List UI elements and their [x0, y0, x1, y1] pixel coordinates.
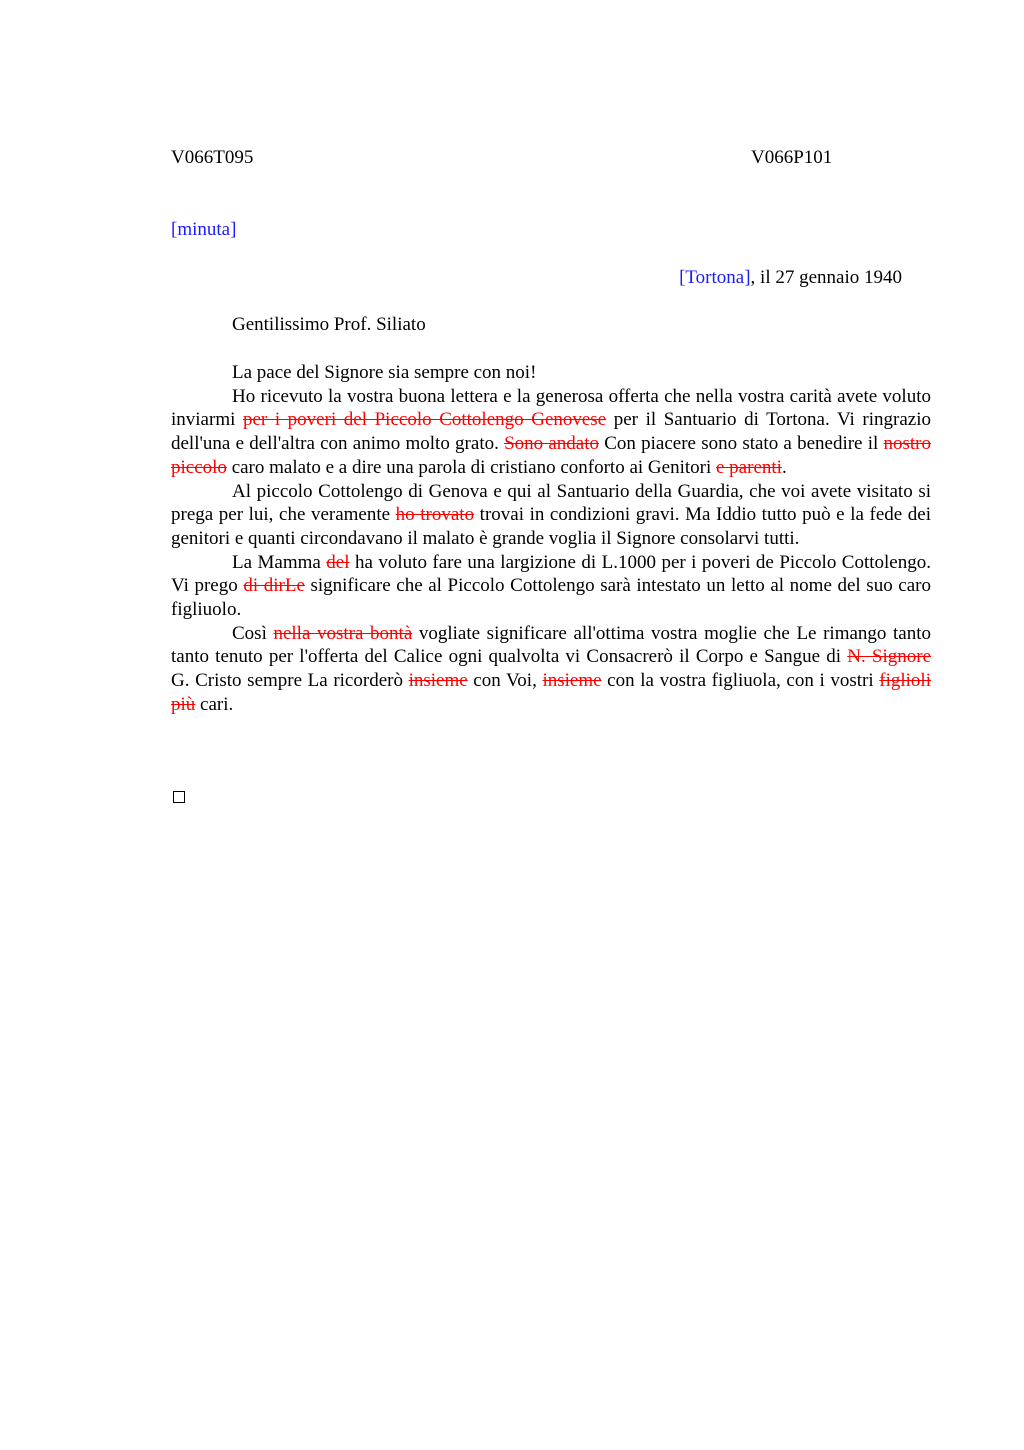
- header-right-code: V066P101: [751, 147, 833, 168]
- text-run: trovai in condizioni gravi. Ma Iddio tutto può e la fede dei genitori e quanti circondavano il malato è grande voglia il Signore consolarvi tutti.: [171, 504, 931, 549]
- text-run: caro malato e a dire una parola di cristiano conforto ai Genitori: [226, 456, 716, 478]
- text-run: .: [781, 456, 787, 478]
- deleted-text: insieme: [408, 670, 468, 692]
- header-left-code: V066T095: [171, 147, 254, 168]
- deleted-text: Sono andato: [504, 433, 600, 455]
- draft-label: [minuta]: [171, 219, 237, 240]
- text-run: con Voi,: [467, 670, 543, 692]
- letter-body: [171, 361, 931, 717]
- dateline: [679, 266, 902, 290]
- paragraph-2: [171, 385, 931, 480]
- text-run: per il Santuario di Tortona. Vi ringrazio dell'una e dell'altra con animo molto grato.: [171, 409, 931, 455]
- text-run: significare che al Piccolo Cottolengo sarà intestato un letto al nome del suo caro figliuolo.: [171, 575, 931, 621]
- text-run: cari.: [195, 693, 234, 715]
- text-run: La Mamma: [232, 551, 327, 573]
- text-run: Al piccolo Cottolengo di Genova e qui al Santuario della Guardia, che voi avete visitato si prega per lui, che veramente: [171, 480, 931, 526]
- deleted-text: di dirLe: [243, 575, 305, 597]
- deleted-text: del: [326, 551, 350, 573]
- deleted-text: figlioli più: [171, 670, 931, 715]
- text-run: Così: [232, 622, 274, 644]
- deleted-text: nostro piccolo: [171, 433, 931, 478]
- deleted-text: e parenti: [716, 456, 782, 478]
- deleted-text: nella vostra bontà: [273, 622, 413, 644]
- dateline-date: , il 27 gennaio 1940: [750, 267, 902, 288]
- text-run: Ho ricevuto la vostra buona lettera e la generosa offerta che nella vostra carità avete voluto inviarmi: [171, 385, 931, 431]
- dateline-place: [Tortona]: [679, 267, 751, 288]
- deleted-text: insieme: [542, 670, 602, 692]
- square-outline-icon: [173, 791, 185, 803]
- text-run: con la vostra figliuola, con i vostri: [601, 670, 880, 692]
- deleted-text: N. Signore: [847, 646, 932, 668]
- paragraph-3: [171, 480, 931, 551]
- salutation: Gentilissimo Prof. Siliato: [232, 314, 426, 335]
- text-run: G. Cristo sempre La ricorderò: [171, 670, 409, 692]
- text-run: La pace del Signore sia sempre con noi!: [232, 362, 537, 383]
- text-run: vogliate significare all'ottima vostra moglie che Le rimango tanto tanto tenuto per l'offerta del Calice ogni qualvolta vi Consacrerò il Corpo e Sangue di: [171, 622, 932, 668]
- paragraph-1: [171, 361, 931, 385]
- deleted-text: ho trovato: [395, 504, 475, 526]
- text-run: ha voluto fare una largizione di L.1000 per i poveri de Piccolo Cottolengo. Vi prego: [171, 551, 931, 597]
- deleted-text: per i poveri del Piccolo Cottolengo Genovese: [242, 409, 607, 431]
- text-run: Con piacere sono stato a benedire il: [599, 433, 884, 455]
- paragraph-5: [171, 622, 931, 717]
- paragraph-4: [171, 551, 931, 622]
